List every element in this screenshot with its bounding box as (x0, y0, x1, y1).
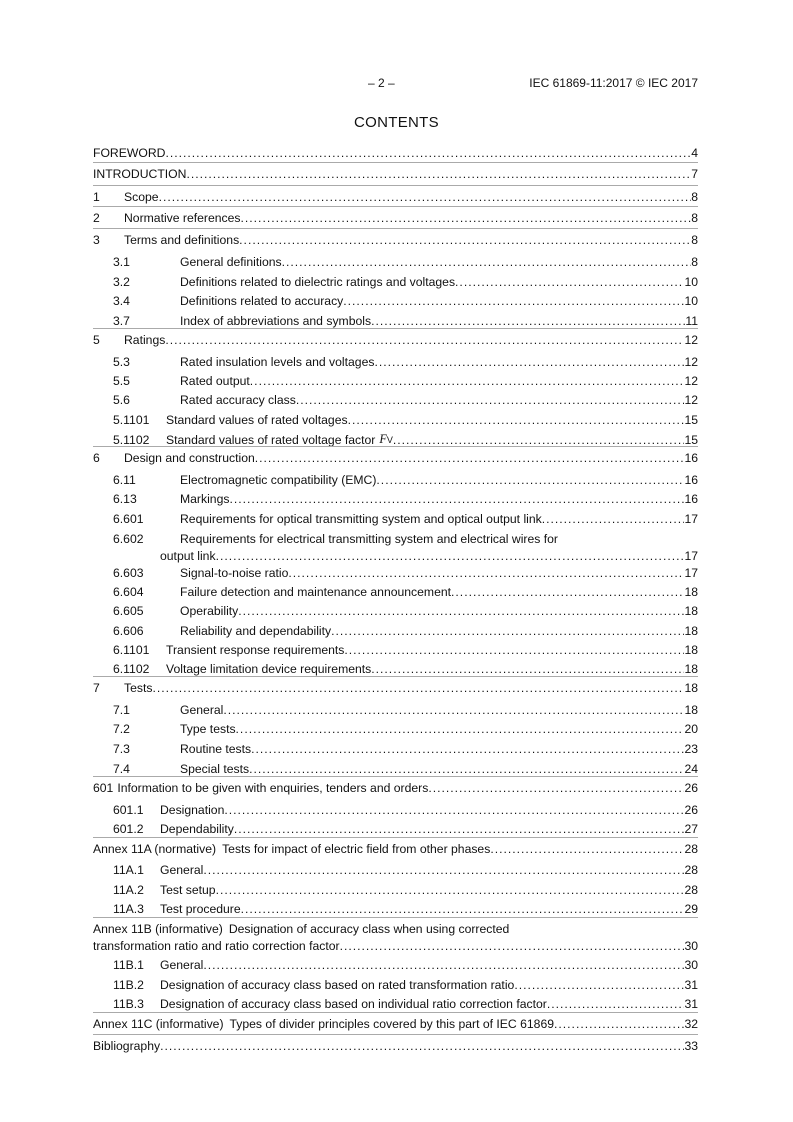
toc-leader-dots (348, 412, 685, 429)
toc-entry-page: 18 (684, 681, 698, 695)
toc-entry-title: General definitions (180, 255, 282, 269)
toc-entry-title: Standard values of rated voltages (166, 413, 348, 427)
toc-entry-page: 12 (684, 333, 698, 347)
toc-entry[interactable] (93, 472, 698, 489)
toc-entry-title: Definitions related to accuracy (180, 294, 344, 308)
toc-entry-number: 5.6 (113, 393, 130, 407)
toc-leader-dots (241, 210, 692, 227)
toc-entry-title: Electromagnetic compatibility (EMC) (180, 473, 377, 487)
toc-entry-title: Reliability and dependability (180, 624, 332, 638)
toc-entry-page: 12 (684, 374, 698, 388)
toc-entry-number: 11B.1 (113, 958, 144, 972)
toc-leader-dots (238, 603, 684, 620)
toc-entry[interactable] (93, 332, 698, 349)
toc-entry-page: 18 (684, 585, 698, 599)
toc-entry-number: 6.601 (113, 512, 144, 526)
toc-entry-page: 15 (684, 433, 698, 447)
toc-entry[interactable] (93, 821, 698, 838)
toc-leader-dots (229, 491, 684, 508)
toc-entry-title: Transient response requirements (166, 643, 345, 657)
toc-leader-dots (455, 274, 684, 291)
toc-leader-dots (216, 548, 685, 565)
toc-entry-title: Dependability (160, 822, 234, 836)
toc-entry-title: Special tests (180, 762, 250, 776)
toc-entry[interactable] (93, 1016, 698, 1033)
toc-leader-dots (239, 232, 691, 249)
toc-entry-number: 601 (93, 781, 114, 795)
toc-entry-number: 3.2 (113, 275, 130, 289)
toc-entry-page: 8 (691, 233, 698, 247)
toc-entry-number: 11B.3 (113, 997, 144, 1011)
toc-leader-dots (514, 977, 684, 994)
toc-entry[interactable] (93, 841, 698, 858)
toc-leader-dots (186, 166, 691, 183)
toc-entry-title: Routine tests (180, 742, 252, 756)
toc-entry[interactable] (93, 531, 698, 565)
toc-entry-number: 1 (93, 190, 100, 204)
toc-entry-title: FOREWORD (93, 146, 166, 160)
toc-entry-page: 27 (684, 822, 698, 836)
toc-leader-dots (165, 145, 691, 162)
toc-entry-page: 28 (684, 842, 698, 856)
toc-entry[interactable] (93, 491, 698, 508)
toc-leader-dots (554, 1016, 684, 1033)
toc-leader-dots (331, 623, 684, 640)
toc-entry-title: Terms and definitions (124, 233, 240, 247)
toc-entry-number: 3 (93, 233, 100, 247)
toc-entry-page: 31 (684, 997, 698, 1011)
toc-entry-title: Test setup (160, 883, 216, 897)
toc-entry[interactable] (93, 862, 698, 879)
toc-entry-title: Voltage limitation device requirements (166, 662, 372, 676)
toc-leader-dots (203, 862, 684, 879)
toc-entry-number: 601.1 (113, 803, 144, 817)
toc-entry[interactable] (93, 1038, 698, 1055)
toc-leader-dots (165, 332, 684, 349)
toc-entry-page: 16 (684, 473, 698, 487)
toc-entry-number: 11A.3 (113, 902, 144, 916)
toc-entry-page: 8 (691, 211, 698, 225)
toc-entry-number: Annex 11B (informative) (93, 922, 223, 936)
toc-entry-page: 15 (684, 413, 698, 427)
toc-entry-page: 18 (684, 703, 698, 717)
toc-entry-page: 29 (684, 902, 698, 916)
toc-entry-number: 5.1101 (113, 413, 150, 427)
toc-entry-page: 17 (684, 549, 698, 563)
toc-entry-page: 26 (684, 781, 698, 795)
toc-entry[interactable] (93, 274, 698, 291)
toc-entry-title: Design and construction (124, 451, 255, 465)
toc-entry[interactable] (93, 642, 698, 659)
toc-entry-title: Tests for impact of electric field from other phases (222, 842, 491, 856)
toc-entry[interactable] (93, 254, 698, 271)
toc-entry-page: 18 (684, 643, 698, 657)
toc-entry-page: 23 (684, 742, 698, 756)
toc-entry[interactable] (93, 412, 698, 429)
toc-entry-title: General (160, 958, 204, 972)
toc-entry-title: Definitions related to dielectric ratings and voltages (180, 275, 456, 289)
toc-entry-title: Tests (124, 681, 153, 695)
toc-leader-dots (160, 1038, 684, 1055)
toc-entry-number: 6.1102 (113, 662, 150, 676)
toc-entry-number: 6.13 (113, 492, 137, 506)
toc-entry-page: 28 (684, 863, 698, 877)
toc-entry-page: 16 (684, 451, 698, 465)
toc-entry[interactable] (93, 166, 698, 183)
toc-entry-page: 18 (684, 624, 698, 638)
toc-leader-dots (490, 841, 684, 858)
toc-leader-dots (234, 821, 685, 838)
toc-entry-number: 6.11 (113, 473, 136, 487)
toc-entry-number: 7.1 (113, 703, 130, 717)
toc-entry-title: Operability (180, 604, 239, 618)
toc-entry[interactable] (93, 721, 698, 738)
toc-leader-dots (159, 189, 692, 206)
toc-leader-dots (374, 354, 684, 371)
toc-leader-dots (203, 957, 684, 974)
toc-leader-dots (223, 702, 684, 719)
toc-leader-dots (288, 565, 684, 582)
toc-leader-dots (542, 511, 685, 528)
toc-entry-title: Designation of accuracy class based on individual ratio correction factor (160, 997, 547, 1011)
toc-entry-number: 6.606 (113, 624, 144, 638)
toc-entry-title: Designation (160, 803, 225, 817)
voltage-factor-symbol-letter: F (379, 432, 387, 446)
toc-entry[interactable] (93, 189, 698, 206)
toc-entry[interactable] (93, 977, 698, 994)
toc-entry-title: INTRODUCTION (93, 167, 187, 181)
toc-entry-number: 7 (93, 681, 100, 695)
toc-entry-page: 18 (684, 604, 698, 618)
toc-entry[interactable] (93, 392, 698, 409)
toc-entry[interactable] (93, 565, 698, 582)
toc-entry-page: 12 (684, 393, 698, 407)
page-number: – 2 – (368, 76, 395, 90)
toc-entry-page: 7 (691, 167, 698, 181)
toc-leader-dots (224, 802, 684, 819)
toc-entry-title: Types of divider principles covered by this part of IEC 61869 (229, 1017, 555, 1031)
toc-entry-title-continued: output link (160, 549, 216, 563)
toc-entry-title: Standard values of rated voltage factor (166, 433, 376, 447)
toc-entry-title: Designation of accuracy class based on rated transformation ratio (160, 978, 515, 992)
toc-leader-dots (236, 721, 685, 738)
toc-entry-title: General (180, 703, 224, 717)
toc-entry[interactable] (93, 996, 698, 1013)
toc-entry-number: 6.604 (113, 585, 144, 599)
toc-entry-number: 5 (93, 333, 100, 347)
toc-entry-number: 6.605 (113, 604, 144, 618)
toc-entry[interactable] (93, 680, 698, 697)
toc-entry-title: Signal-to-noise ratio (180, 566, 289, 580)
toc-leader-dots (343, 293, 684, 310)
toc-entry[interactable] (93, 901, 698, 918)
toc-entry[interactable] (93, 450, 698, 467)
toc-leader-dots (428, 780, 684, 797)
toc-entry-title: Failure detection and maintenance announcement (180, 585, 452, 599)
toc-entry-number: 7.3 (113, 742, 130, 756)
toc-entry-title: Scope (124, 190, 159, 204)
toc-entry[interactable] (93, 921, 698, 955)
toc-entry-page: 11 (685, 314, 698, 328)
contents-title: CONTENTS (354, 114, 439, 131)
toc-entry-number: 5.3 (113, 355, 130, 369)
toc-entry-title: Markings (180, 492, 230, 506)
toc-leader-dots (451, 584, 684, 601)
toc-entry-number: 11B.2 (113, 978, 144, 992)
toc-entry[interactable] (93, 210, 698, 227)
toc-entry-page: 26 (684, 803, 698, 817)
toc-entry-number: 5.5 (113, 374, 130, 388)
toc-entry-title: Normative references (124, 211, 241, 225)
toc-entry-title: Bibliography (93, 1039, 161, 1053)
voltage-factor-symbol-subscript: V (386, 435, 393, 445)
toc-entry-number: 7.2 (113, 722, 130, 736)
toc-entry[interactable] (93, 293, 698, 310)
toc-entry-page: 12 (684, 355, 698, 369)
toc-entry-number: 6.1101 (113, 643, 150, 657)
toc-entry-page: 28 (684, 883, 698, 897)
toc-entry-page: 17 (684, 512, 698, 526)
toc-leader-dots (296, 392, 685, 409)
toc-entry[interactable] (93, 603, 698, 620)
toc-entry-number: 2 (93, 211, 100, 225)
toc-entry[interactable] (93, 741, 698, 758)
toc-entry-number: 6.603 (113, 566, 144, 580)
toc-leader-dots (250, 373, 685, 390)
toc-leader-dots (376, 472, 684, 489)
standard-identifier: IEC 61869-11:2017 © IEC 2017 (529, 76, 698, 90)
toc-entry-number: Annex 11C (informative) (93, 1017, 224, 1031)
toc-leader-dots (251, 741, 684, 758)
toc-entry-page: 24 (684, 762, 698, 776)
toc-entry-page: 17 (684, 566, 698, 580)
toc-entry[interactable] (93, 511, 698, 528)
toc-entry-title: General (160, 863, 204, 877)
toc-entry-number: 601.2 (113, 822, 144, 836)
toc-leader-dots (547, 996, 685, 1013)
toc-entry[interactable] (93, 232, 698, 249)
toc-entry[interactable] (93, 623, 698, 640)
toc-entry-page: 30 (684, 958, 698, 972)
toc-entry-number: 3.1 (113, 255, 130, 269)
toc-entry[interactable] (93, 780, 698, 797)
toc-entry-number: 11A.2 (113, 883, 144, 897)
toc-entry-page: 31 (684, 978, 698, 992)
toc-leader-dots (241, 901, 685, 918)
toc-entry-number: 3.4 (113, 294, 130, 308)
toc-entry-number: 6 (93, 451, 100, 465)
toc-entry[interactable] (93, 354, 698, 371)
toc-entry-page: 20 (684, 722, 698, 736)
toc-entry-number: 11A.1 (113, 863, 144, 877)
toc-entry-page: 33 (684, 1039, 698, 1053)
toc-entry[interactable] (93, 802, 698, 819)
toc-entry-page: 18 (684, 662, 698, 676)
toc-entry[interactable] (93, 373, 698, 390)
toc-entry-title: Test procedure (160, 902, 241, 916)
toc-entry[interactable] (93, 702, 698, 719)
toc-entry-title-continued: transformation ratio and ratio correction factor (93, 939, 340, 953)
toc-entry-title: Rated accuracy class (180, 393, 296, 407)
toc-leader-dots (282, 254, 692, 271)
toc-leader-dots (152, 680, 684, 697)
toc-entry-number: 5.1102 (113, 433, 150, 447)
toc-entry-page: 16 (684, 492, 698, 506)
toc-leader-dots (340, 938, 685, 955)
toc-entry[interactable] (93, 882, 698, 899)
toc-entry[interactable] (93, 584, 698, 601)
toc-entry-title: Designation of accuracy class when using corrected (228, 922, 510, 936)
toc-leader-dots (344, 642, 684, 659)
toc-leader-dots (216, 882, 685, 899)
toc-entry-page: 30 (684, 939, 698, 953)
toc-entry-title: Ratings (124, 333, 166, 347)
toc-entry-page: 10 (684, 294, 698, 308)
toc-leader-dots (255, 450, 685, 467)
toc-entry-page: 8 (691, 255, 698, 269)
toc-entry-page: 10 (684, 275, 698, 289)
toc-entry[interactable] (93, 957, 698, 974)
toc-entry-title: Rated insulation levels and voltages (180, 355, 375, 369)
toc-entry-number: 3.7 (113, 314, 130, 328)
toc-entry-page: 32 (684, 1017, 698, 1031)
toc-entry-page: 4 (691, 146, 698, 160)
toc-entry-title: Information to be given with enquiries, tenders and orders (117, 781, 429, 795)
toc-entry[interactable] (93, 145, 698, 162)
toc-entry-title: Type tests (180, 722, 236, 736)
toc-entry-number: 7.4 (113, 762, 130, 776)
toc-entry-number: 6.602 (113, 532, 144, 546)
toc-entry-title: Requirements for optical transmitting system and optical output link (180, 512, 542, 526)
toc-entry-title: Requirements for electrical transmitting system and electrical wires for (180, 532, 558, 546)
toc-entry-number: Annex 11A (normative) (93, 842, 217, 856)
toc-entry-page: 8 (691, 190, 698, 204)
toc-entry-title: Index of abbreviations and symbols (180, 314, 372, 328)
page-header (0, 76, 793, 92)
toc-entry-title: Rated output (180, 374, 250, 388)
